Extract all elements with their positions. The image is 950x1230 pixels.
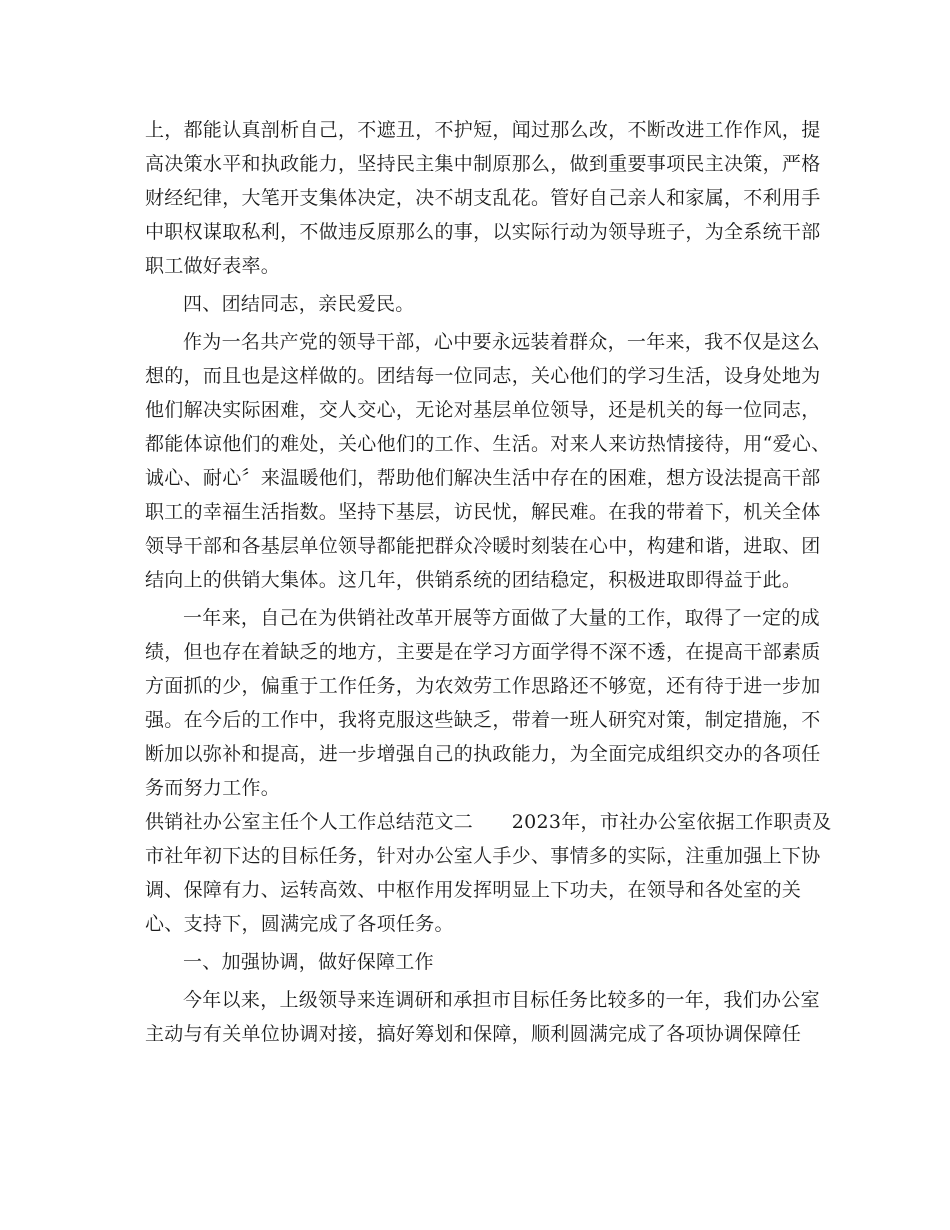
text-line: 想的，而且也是这样做的。团结每一位同志，关心他们的学习生活，设身处地为 [145, 365, 821, 387]
text-line: 绩，但也存在着缺乏的地方，主要是在学习方面学得不深不透，在提高干部素质 [145, 641, 821, 663]
text-line: 市社年初下达的目标任务，针对办公室人手少、事情多的实际，注重加强上下协 [145, 845, 821, 867]
text-line: 领导干部和各基层单位领导都能把群众冷暖时刻装在心中，构建和谐，进取、团 [145, 535, 821, 557]
text-line: 一年来，自己在为供销社改革开展等方面做了大量的工作，取得了一定的成 [183, 607, 820, 629]
article-title-line: 供销社办公室主任个人工作总结范文二 2023年，市社办公室依据工作职责及 [145, 811, 832, 833]
text-line: 职工做好表率。 [145, 255, 281, 277]
text-line: 财经纪律，大笔开支集体决定，决不胡支乱花。管好自己亲人和家属，不利用手 [145, 187, 821, 209]
document-page [145, 113, 832, 1051]
text-line: 作为一名共产党的领导干部，心中要永远装着群众，一年来，我不仅是这么 [183, 331, 820, 353]
text-line: 今年以来，上级领导来连调研和承担市目标任务比较多的一年，我们办公室 [183, 989, 820, 1011]
text-line: 上，都能认真剖析自己，不遮丑，不护短，闻过那么改，不断改进工作作风，提 [145, 119, 821, 141]
text-line: 心、支持下，圆满完成了各项任务。 [145, 913, 454, 935]
text-line: 方面抓的少，偏重于工作任务，为农效劳工作思路还不够宽，还有待于进一步加 [145, 675, 821, 697]
text-line: 都能体谅他们的难处，关心他们的工作、生活。对来人来访热情接待，用“爱心、 [145, 433, 831, 455]
text-line: 调、保障有力、运转高效、中枢作用发挥明显上下功夫，在领导和各处室的关 [145, 879, 802, 901]
text-line: 断加以弥补和提高，进一步增强自己的执政能力，为全面完成组织交办的各项任 [145, 743, 821, 765]
text-line: 强。在今后的工作中，我将克服这些缺乏，带着一班人研究对策，制定措施，不 [145, 709, 821, 731]
text-line: 诚心、耐心〞来温暖他们，帮助他们解决生活中存在的困难，想方设法提高干部 [145, 467, 821, 489]
text-line: 职工的幸福生活指数。坚持下基层，访民忧，解民难。在我的带着下，机关全体 [145, 501, 821, 523]
text-line: 高决策水平和执政能力，坚持民主集中制原那么，做到重要事项民主决策，严格 [145, 153, 821, 175]
text-line: 主动与有关单位协调对接，搞好筹划和保障，顺利圆满完成了各项协调保障任 [145, 1023, 802, 1045]
text-line: 中职权谋取私利，不做违反原那么的事，以实际行动为领导班子，为全系统干部 [145, 221, 821, 243]
section-heading: 一、加强协调，做好保障工作 [183, 951, 434, 973]
text-line: 务而努力工作。 [145, 777, 281, 799]
section-heading: 四、团结同志，亲民爱民。 [183, 293, 415, 315]
text-line: 他们解决实际困难，交人交心，无论对基层单位领导，还是机关的每一位同志， [145, 399, 821, 421]
text-line: 结向上的供销大集体。这几年，供销系统的团结稳定，积极进取即得益于此。 [145, 569, 802, 591]
